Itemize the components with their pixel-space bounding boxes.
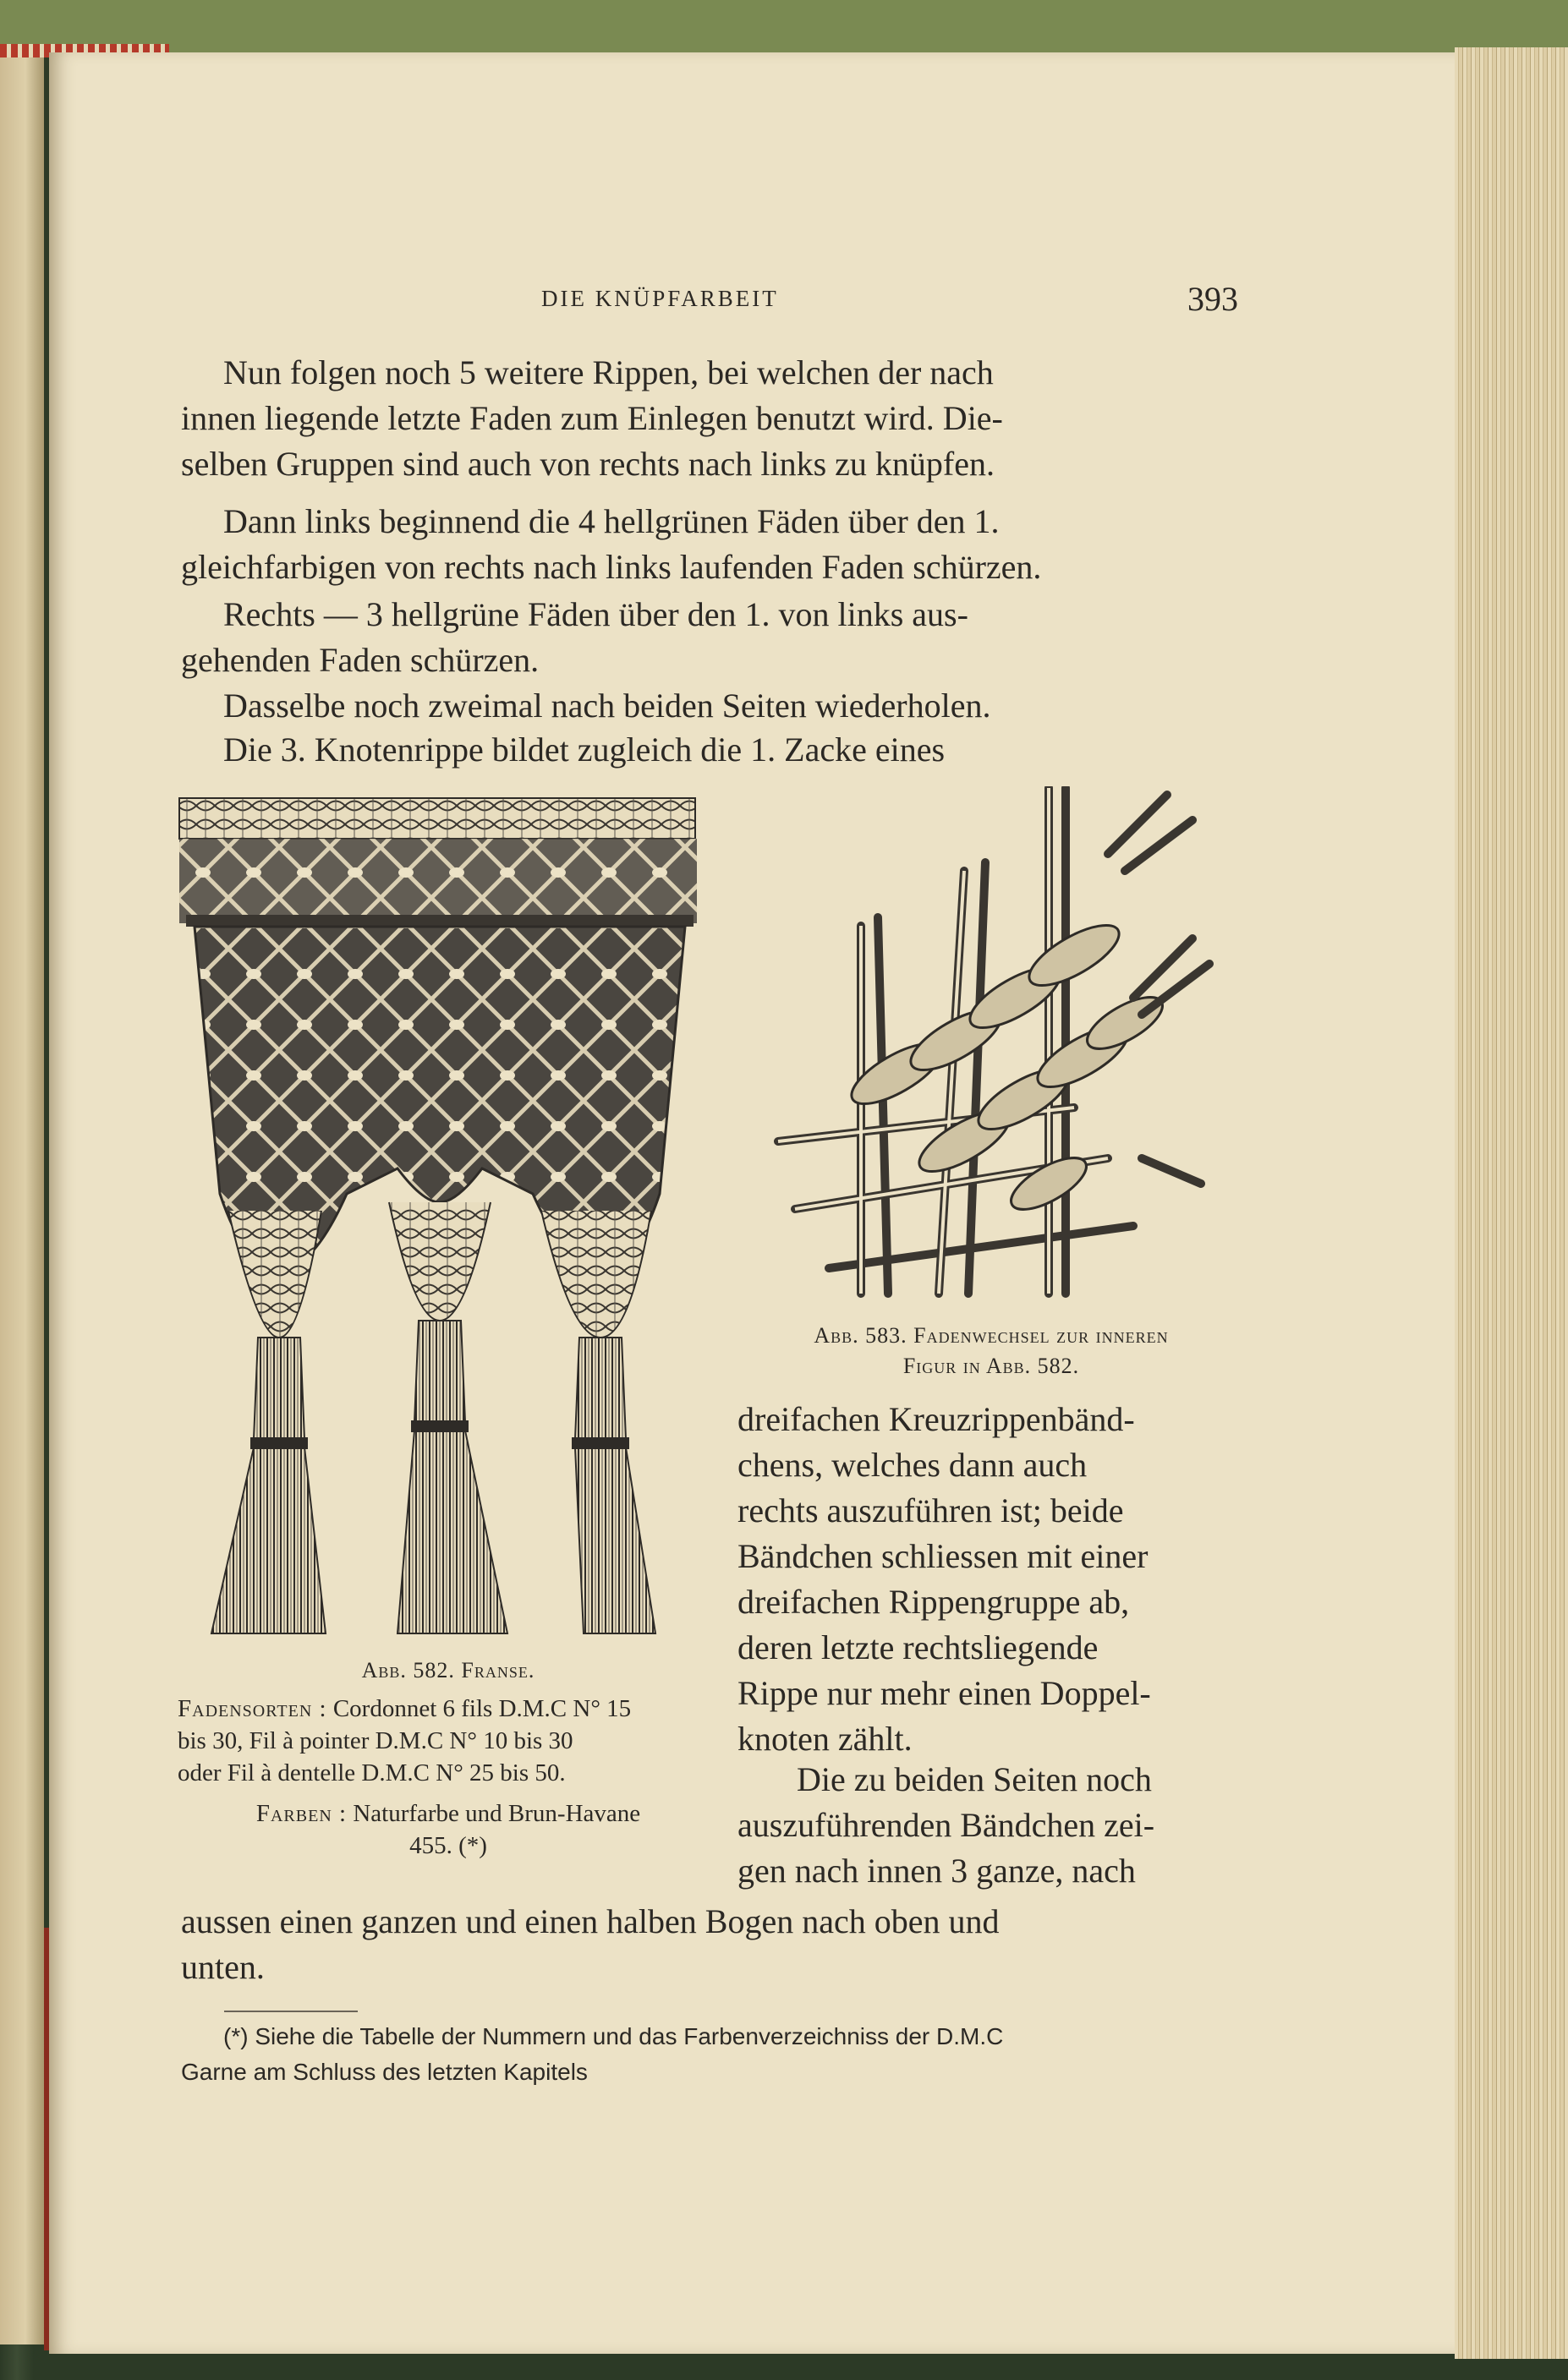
figure-583-thread-change <box>770 786 1243 1310</box>
footnote <box>181 2019 1272 2090</box>
closing-paragraph <box>181 1899 1265 1990</box>
paragraph-3 <box>181 592 1265 683</box>
threads-label: Fadensorten : <box>178 1695 327 1722</box>
text-line: dreifachen Kreuzrippenbänd- <box>737 1400 1135 1438</box>
text-line: auszuführenden Bändchen zei- <box>737 1806 1155 1844</box>
paragraph-4 <box>181 683 1265 729</box>
footnote-rule <box>224 2011 358 2012</box>
text-line: dreifachen Rippengruppe ab, <box>737 1583 1130 1621</box>
text-line: Rippe nur mehr einen Doppel- <box>737 1674 1151 1712</box>
book-top-band <box>0 0 1568 57</box>
left-page-edge <box>0 57 44 2344</box>
page-number: 393 <box>1187 280 1238 318</box>
figure-582-threads <box>178 1693 719 1789</box>
text-line: aussen einen ganzen und einen halben Bogen nach oben und <box>181 1902 1000 1940</box>
figure-582-fringe <box>178 796 702 1642</box>
text-line: Dasselbe noch zweimal nach beiden Seiten wiederholen. <box>223 687 991 725</box>
text-line: innen liegende letzte Faden zum Einlegen benutzt wird. Die- <box>181 399 1003 437</box>
threads-line: Cordonnet 6 fils D.M.C N° 15 <box>332 1695 632 1722</box>
text-line: Bändchen schliessen mit einer <box>737 1537 1149 1575</box>
text-line: Rechts — 3 hellgrüne Fäden über den 1. von links aus- <box>223 595 968 633</box>
figure-582-colors <box>178 1797 719 1862</box>
figure-583-caption <box>737 1321 1245 1381</box>
text-line: Die 3. Knotenrippe bildet zugleich die 1. Zacke eines <box>223 730 946 769</box>
footnote-line: (*) Siehe die Tabelle der Nummern und das Farbenverzeichniss der D.M.C <box>223 2023 1004 2049</box>
text-line: selben Gruppen sind auch von rechts nach links zu knüpfen. <box>181 445 995 483</box>
text-line: Dann links beginnend die 4 hellgrünen Fäden über den 1. <box>223 502 1000 540</box>
page-fore-edge <box>1455 47 1568 2359</box>
colors-line: Naturfarbe und Brun-Havane <box>353 1800 641 1827</box>
figure-582-caption-block <box>178 1655 719 1862</box>
paragraph-5 <box>181 727 1265 773</box>
text-line: rechts auszuführen ist; beide <box>737 1491 1124 1529</box>
text-line: chens, welches dann auch <box>737 1446 1088 1484</box>
right-column-text <box>737 1397 1260 1762</box>
text-line: Nun folgen noch 5 weitere Rippen, bei welchen der nach <box>223 353 994 391</box>
caption-line: Figur in Abb. 582. <box>902 1354 1080 1378</box>
text-line: gehenden Faden schürzen. <box>181 641 540 679</box>
text-line: knoten zählt. <box>737 1720 913 1758</box>
paragraph-1 <box>181 350 1265 487</box>
footnote-line: Garne am Schluss des letzten Kapitels <box>181 2059 588 2085</box>
text-line: gleichfarbigen von rechts nach links laufenden Faden schürzen. <box>181 548 1042 586</box>
colors-line: 455. (*) <box>409 1832 487 1859</box>
colors-label: Farben : <box>255 1800 348 1827</box>
right-column-text-2 <box>737 1757 1260 1894</box>
figure-582-caption: Abb. 582. Franse. <box>361 1658 535 1682</box>
caption-line: Abb. 583. Fadenwechsel zur inneren <box>814 1323 1169 1348</box>
running-title: DIE KNÜPFARBEIT <box>541 286 779 311</box>
threads-line: bis 30, Fil à pointer D.M.C N° 10 bis 30 <box>178 1727 573 1754</box>
paragraph-2 <box>181 499 1265 590</box>
text-line: deren letzte rechtsliegende <box>737 1628 1099 1666</box>
text-line: unten. <box>181 1948 265 1986</box>
text-line: gen nach innen 3 ganze, nach <box>737 1852 1136 1890</box>
text-line: Die zu beiden Seiten noch <box>797 1760 1152 1798</box>
threads-line: oder Fil à dentelle D.M.C N° 25 bis 50. <box>178 1759 566 1786</box>
